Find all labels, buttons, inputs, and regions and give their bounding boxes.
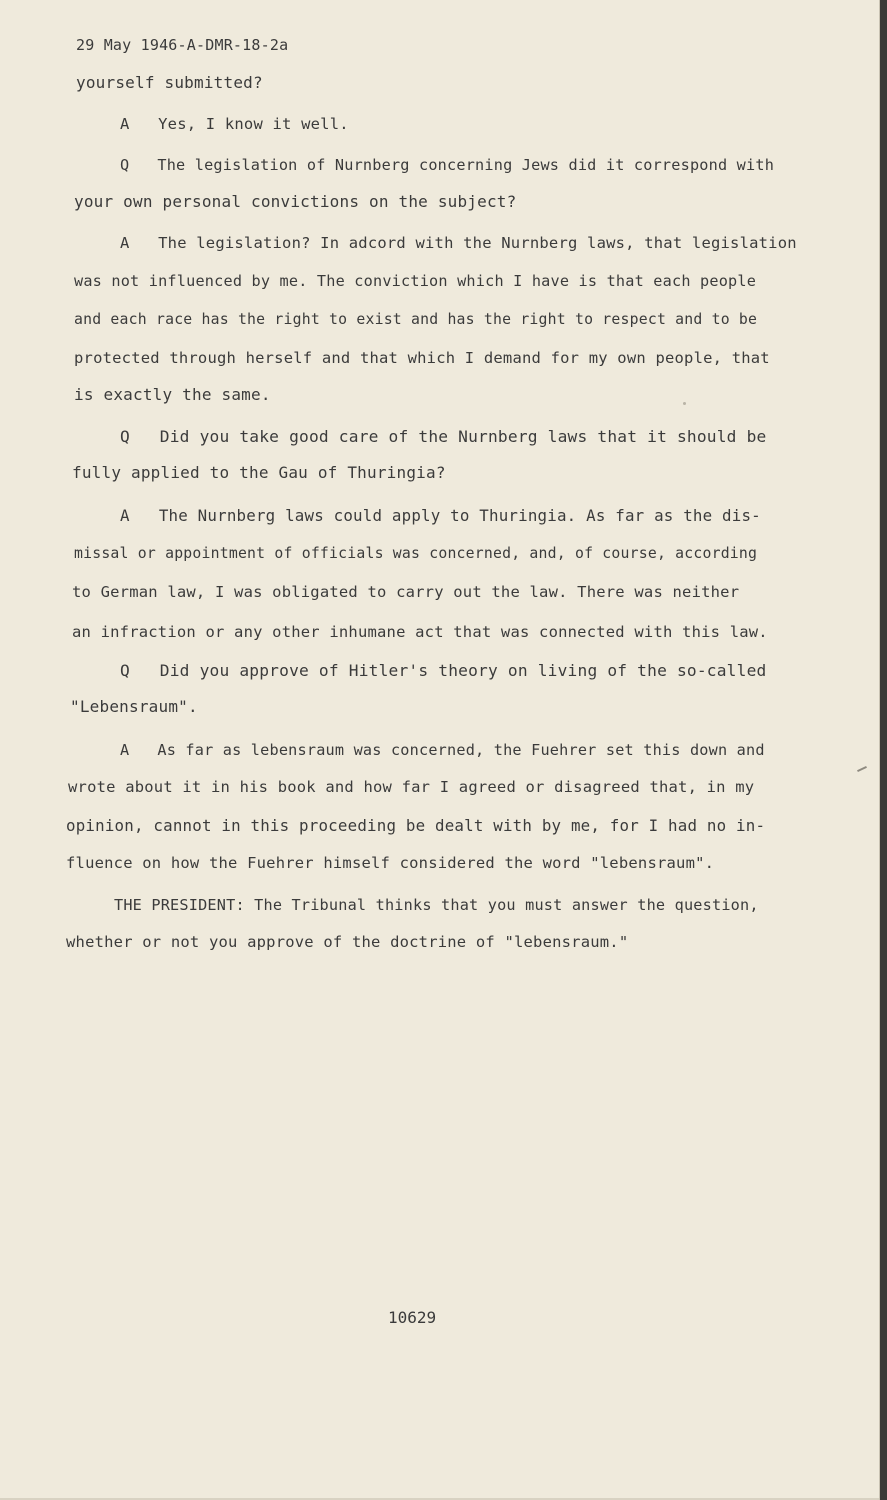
text-line: A As far as lebensraum was concerned, the Fuehrer set this down and [120, 741, 765, 759]
text-line: and each race has the right to exist and has the right to respect and to be [74, 311, 758, 328]
text-line: A The Nurnberg laws could apply to Thuringia. As far as the dis- [120, 506, 761, 525]
margin-pen-mark [857, 766, 867, 772]
text-line: protected through herself and that which I demand for my own people, that [74, 349, 770, 367]
text-line: fully applied to the Gau of Thuringia? [72, 463, 446, 482]
document-header: 29 May 1946-A-DMR-18-2a [76, 36, 289, 54]
text-line: fluence on how the Fuehrer himself considered the word "lebensraum". [66, 854, 715, 872]
text-line: yourself submitted? [76, 73, 263, 92]
text-line: Q Did you take good care of the Nurnberg laws that it should be [120, 427, 767, 446]
text-line: is exactly the same. [74, 385, 271, 404]
text-line: to German law, I was obligated to carry out the law. There was neither [72, 583, 740, 601]
page-number: 10629 [388, 1308, 437, 1327]
text-line: missal or appointment of officials was concerned, and, of course, according [74, 545, 758, 562]
scan-border [880, 0, 887, 1500]
text-line: A The legislation? In adcord with the Nurnberg laws, that legislation [120, 234, 797, 252]
paper-speck [683, 402, 686, 405]
text-line: opinion, cannot in this proceeding be dealt with by me, for I had no in- [66, 816, 766, 835]
text-line: whether or not you approve of the doctrine of "lebensraum." [66, 933, 629, 951]
text-line: THE PRESIDENT: The Tribunal thinks that you must answer the question, [114, 896, 759, 914]
text-line: Q Did you approve of Hitler's theory on living of the so-called [120, 661, 767, 680]
text-line: wrote about it in his book and how far I agreed or disagreed that, in my [68, 778, 755, 796]
text-line: "Lebensraum". [70, 697, 198, 716]
text-line: was not influenced by me. The conviction which I have is that each people [74, 272, 757, 290]
text-line: your own personal convictions on the subject? [74, 192, 517, 211]
text-line: an infraction or any other inhumane act that was connected with this law. [72, 623, 768, 641]
text-line: A Yes, I know it well. [120, 115, 349, 133]
text-line: Q The legislation of Nurnberg concerning Jews did it correspond with [120, 156, 775, 174]
